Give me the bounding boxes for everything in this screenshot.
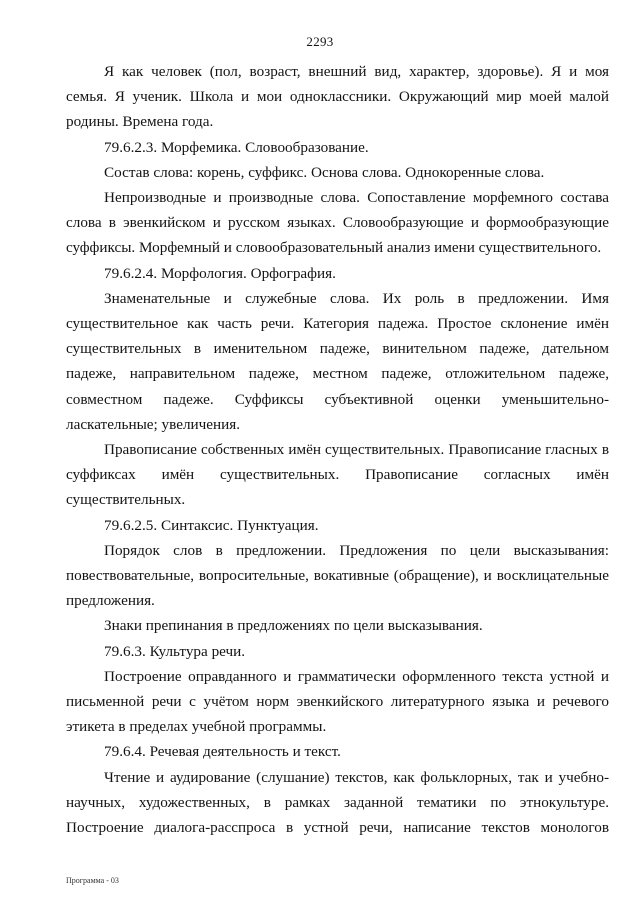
- section-heading-morphemics: 79.6.2.3. Морфемика. Словообразование.: [104, 138, 369, 156]
- section-heading-morphology: 79.6.2.4. Морфология. Орфография.: [104, 264, 336, 282]
- paragraph-text-construction: Построение оправданного и грамматически оформленного текста устной и письменной речи с учётом норм эвенкийского литературного языка и речевого этикета в пределах учебной программы.: [66, 667, 609, 736]
- paragraph-reading-listening: Чтение и аудирование (слушание) текстов, как фольклорных, так и учебно-научных, художественных, в рамках заданной тематики по этнокультуре. Построение диалога-расспроса в устной речи, написание текстов монологов: [66, 768, 609, 837]
- section-heading-speech-activity: 79.6.4. Речевая деятельность и текст.: [104, 743, 341, 761]
- document-body: [66, 59, 609, 840]
- paragraph-self-and-family: Я как человек (пол, возраст, внешний вид, характер, здоровье). Я и моя семья. Я ученик. Школа и мои одноклассники. Окружающий мир моей малой родины. Времена года.: [66, 63, 609, 131]
- section-heading-syntax: 79.6.2.5. Синтаксис. Пунктуация.: [104, 516, 319, 534]
- page-number: 2293: [306, 34, 334, 49]
- paragraph-derivation: Непроизводные и производные слова. Сопоставление морфемного состава слова в эвенкийском и русском языках. Словообразующие и формообразующие суффиксы. Морфемный и словообразовательный анализ имени существительного.: [66, 189, 609, 257]
- paragraph-spelling: Правописание собственных имён существительных. Правописание гласных в суффиксах имён существительных. Правописание согласных имён существительных.: [66, 441, 609, 509]
- paragraph-punctuation: Знаки препинания в предложениях по цели высказывания.: [104, 617, 483, 635]
- section-heading-speech-culture: 79.6.3. Культура речи.: [104, 642, 246, 660]
- paragraph-parts-of-speech: Знаменательные и служебные слова. Их роль в предложении. Имя существительное как часть речи. Категория падежа. Простое склонение имён существительных в именительном падеже, винительном падеже, дательном падеже, направительном падеже, местном падеже, отложительном падеже, совместном падеже. Суффиксы субъективной оценки уменьшительно-ласкательные; увеличения.: [66, 289, 609, 433]
- paragraph-word-order: Порядок слов в предложении. Предложения по цели высказывания: повествовательные, вопросительные, вокативные (обращение), и восклицательные предложения.: [66, 541, 609, 610]
- page-footer: Программа - 03: [66, 876, 119, 885]
- paragraph-word-structure: Состав слова: корень, суффикс. Основа слова. Однокоренные слова.: [104, 163, 545, 181]
